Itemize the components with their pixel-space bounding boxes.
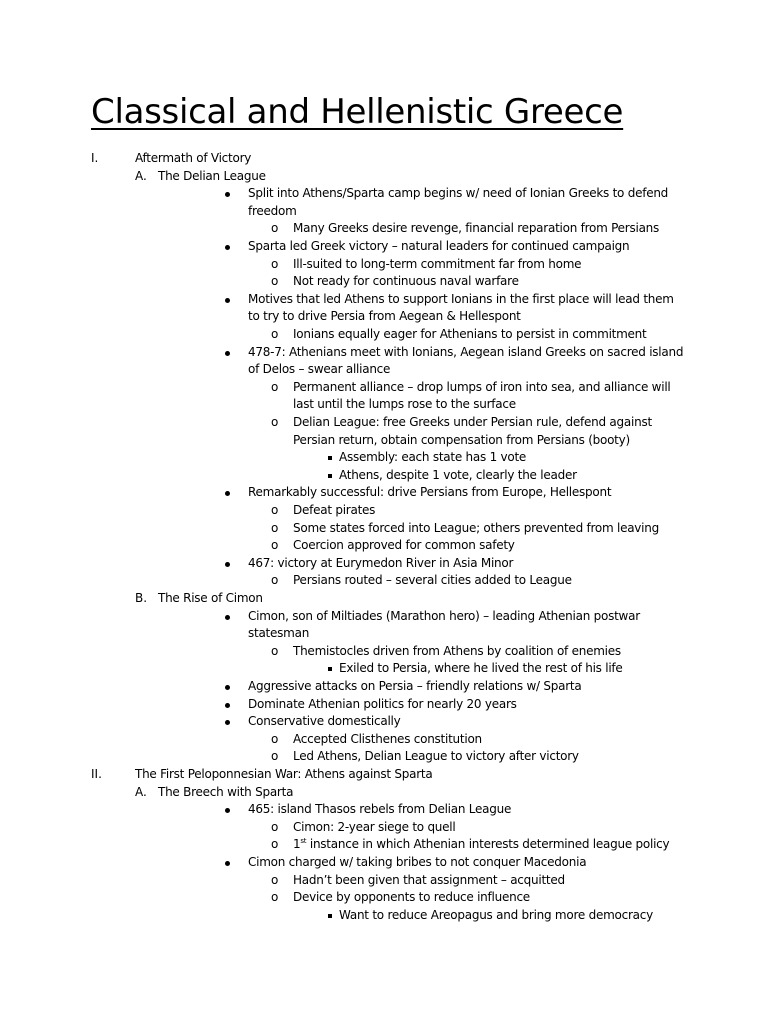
outline-item-text: Cimon charged w/ taking bribes to not conquer Macedonia [248, 855, 587, 869]
circle-bullet: o [271, 573, 279, 588]
circle-bullet: o [271, 415, 279, 429]
outline-item-text: 478-7: Athenians meet with Ionians, Aegean island Greeks on sacred island [248, 344, 684, 359]
outline-item-text: last until the lumps rose to the surface [293, 397, 516, 412]
outline-item-text: Many Greeks desire revenge, financial reparation from Persians [293, 221, 660, 236]
outline-item-text: freedom [248, 203, 297, 218]
outline-item-text: Device by opponents to reduce influence [293, 890, 530, 905]
outline-item-text: 465: island Thasos rebels from Delian League [248, 802, 512, 817]
outline-item-text [293, 836, 669, 854]
outline-item-text: Assembly: each state has 1 vote [339, 450, 527, 465]
bullet-dot-icon [225, 720, 230, 725]
bullet-dot-icon [225, 808, 230, 813]
letter-marker: B. [135, 591, 148, 605]
outline-item-text: Want to reduce Areopagus and bring more democracy [339, 907, 653, 922]
outline-item-text: Themistocles driven from Athens by coalition of enemies [293, 643, 621, 658]
document-title: Classical and Hellenistic Greece [91, 92, 624, 132]
bullet-dot-icon [225, 615, 230, 620]
outline-item-text: Exiled to Persia, where he lived the rest of his life [339, 661, 623, 676]
outline-item-text: Led Athens, Delian League to victory after victory [293, 749, 579, 764]
circle-bullet: o [271, 643, 279, 658]
outline-item-text: Not ready for continuous naval warfare [293, 274, 519, 289]
bullet-dot-icon [225, 351, 230, 356]
bullet-square-icon [328, 667, 332, 671]
outline-item-text: Ionians equally eager for Athenians to persist in commitment [293, 327, 647, 341]
circle-bullet: o [271, 749, 279, 764]
bullet-square-icon [328, 474, 332, 478]
outline-item-rest: instance in which Athenian interests determined league policy [306, 837, 670, 852]
outline-item-text: of Delos – swear alliance [248, 362, 391, 377]
circle-bullet: o [271, 538, 279, 553]
bullet-dot-icon [225, 298, 230, 303]
circle-bullet: o [271, 274, 279, 289]
circle-bullet: o [271, 872, 279, 887]
outline-item-text: The Rise of Cimon [158, 591, 263, 605]
outline-item-text: Split into Athens/Sparta camp begins w/ need of Ionian Greeks to defend [248, 186, 669, 201]
circle-bullet: o [271, 256, 279, 271]
outline-item-text: Cimon: 2-year siege to quell [293, 819, 456, 834]
bullet-square-icon [328, 456, 332, 460]
outline-item-text: Permanent alliance – drop lumps of iron into sea, and alliance will [293, 379, 671, 394]
bullet-dot-icon [225, 685, 230, 690]
outline-item-text: Coercion approved for common safety [293, 538, 515, 553]
outline-item-text: Persian return, obtain compensation from Persians (booty) [293, 432, 630, 447]
outline-item-text: Delian League: free Greeks under Persian rule, defend against [293, 415, 652, 429]
circle-bullet: o [271, 819, 279, 834]
outline-item-text: Dominate Athenian politics for nearly 20 years [248, 696, 517, 711]
outline-item-text: Aftermath of Victory [135, 151, 252, 165]
bullet-dot-icon [225, 491, 230, 496]
outline-item-text: Conservative domestically [248, 714, 401, 729]
outline-item-text: Persians routed – several cities added to League [293, 573, 572, 588]
outline-item-text: 467: victory at Eurymedon River in Asia Minor [248, 555, 514, 570]
outline-item-text: The First Peloponnesian War: Athens against Sparta [135, 767, 433, 781]
outline-item-text: Ill-suited to long-term commitment far from home [293, 256, 582, 271]
outline-item-text: The Delian League [158, 168, 266, 183]
ordinal-suffix: st [300, 837, 307, 846]
outline-item-text: Hadn’t been given that assignment – acquitted [293, 872, 565, 887]
bullet-dot-icon [225, 861, 230, 866]
letter-marker: A. [135, 168, 147, 183]
bullet-square-icon [328, 914, 332, 918]
outline-item-text: Motives that led Athens to support Ionians in the first place will lead them [248, 291, 674, 306]
ordinal-number: 1 [293, 837, 301, 852]
circle-bullet: o [271, 837, 279, 852]
outline-item-text: Aggressive attacks on Persia – friendly relations w/ Sparta [248, 679, 582, 693]
outline-item-text: Sparta led Greek victory – natural leaders for continued campaign [248, 239, 630, 253]
outline-item-text: Athens, despite 1 vote, clearly the leader [339, 467, 577, 482]
circle-bullet: o [271, 890, 279, 905]
roman-numeral: II. [91, 767, 102, 781]
outline-item-text: statesman [248, 626, 310, 641]
bullet-dot-icon [225, 192, 230, 197]
circle-bullet: o [271, 221, 279, 236]
circle-bullet: o [271, 731, 279, 746]
outline-item-text: Accepted Clisthenes constitution [293, 731, 482, 746]
outline-item-text: Defeat pirates [293, 503, 376, 517]
bullet-dot-icon [225, 245, 230, 250]
circle-bullet: o [271, 327, 279, 341]
circle-bullet: o [271, 520, 279, 535]
roman-numeral: I. [91, 151, 99, 165]
circle-bullet: o [271, 379, 279, 394]
bullet-dot-icon [225, 562, 230, 567]
letter-marker: A. [135, 784, 147, 799]
outline-item-text: Remarkably successful: drive Persians from Europe, Hellespont [248, 485, 612, 500]
outline-item-text: The Breech with Sparta [158, 784, 294, 799]
outline-item-text: to try to drive Persia from Aegean & Hellespont [248, 309, 521, 324]
circle-bullet: o [271, 503, 279, 517]
bullet-dot-icon [225, 703, 230, 708]
outline-item-text: Some states forced into League; others prevented from leaving [293, 520, 659, 535]
outline-item-text: Cimon, son of Miltiades (Marathon hero) – leading Athenian postwar [248, 608, 640, 623]
